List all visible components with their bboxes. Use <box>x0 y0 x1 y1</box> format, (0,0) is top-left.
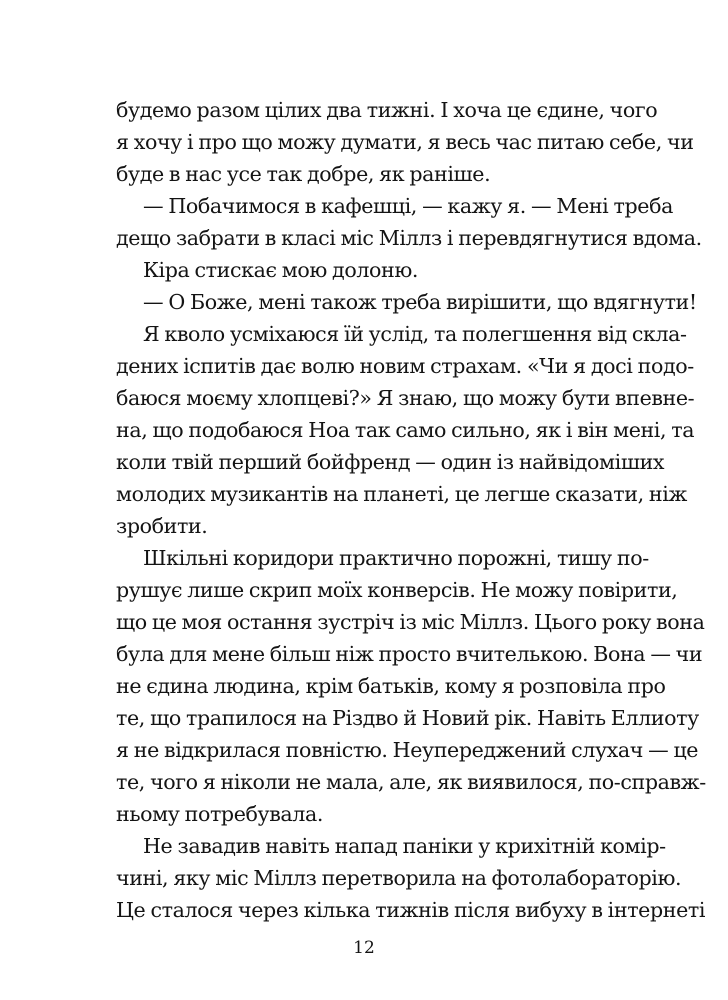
text-line: будемо разом цілих два тижні. І хоча це єдине, чого <box>116 98 658 122</box>
text-line: Не завадив навіть напад паніки у крихітній комір- <box>143 834 666 858</box>
text-line: Я кволо усміхаюся їй услід, та полегшення від скла- <box>143 322 687 346</box>
text-line: Кіра стискає мою долоню. <box>143 258 418 282</box>
text-line: на, що подобаюся Ноа так само сильно, як і він мені, та <box>116 418 695 442</box>
text-line: — Побачимося в кафешці, — кажу я. — Мені треба <box>143 194 673 218</box>
body-text <box>116 94 706 926</box>
text-line: що це моя остання зустріч із міс Міллз. Цього року вона <box>116 610 705 634</box>
text-line: була для мене більш ніж просто вчителькою. Вона — чи <box>116 642 703 666</box>
text-line: не єдина людина, крім батьків, кому я розповіла про <box>116 674 666 698</box>
text-line: Це сталося через кілька тижнів після вибуху в інтернеті <box>116 898 706 922</box>
text-line: — О Боже, мені також треба вирішити, що вдягнути! <box>143 290 697 314</box>
text-line: дещо забрати в класі міс Міллз і перевдягнутися вдома. <box>116 226 702 250</box>
text-line: дених іспитів дає волю новим страхам. «Чи я досі подо- <box>116 354 694 378</box>
text-line: зробити. <box>116 514 208 538</box>
text-line: ньому потребувала. <box>116 802 323 826</box>
text-line: я хочу і про що можу думати, я весь час питаю себе, чи <box>116 130 694 154</box>
text-line: коли твій перший бойфренд — один із найвідоміших <box>116 450 665 474</box>
text-line: те, що трапилося на Різдво й Новий рік. Навіть Еллиоту <box>116 706 699 730</box>
text-line: буде в нас усе так добре, як раніше. <box>116 162 491 186</box>
text-line: рушує лише скрип моїх конверсів. Не можу повірити, <box>116 578 678 602</box>
text-line: баюся моєму хлопцеві?» Я знаю, що можу бути впевне- <box>116 386 695 410</box>
page-number: 12 <box>353 938 375 958</box>
text-line: те, чого я ніколи не мала, але, як виявилося, по-справж- <box>116 770 706 794</box>
text-line: я не відкрилася повністю. Неупереджений слухач — це <box>116 738 699 762</box>
text-line: молодих музикантів на планеті, це легше сказати, ніж <box>116 482 687 506</box>
text-line: Шкільні коридори практично порожні, тишу по- <box>143 546 649 570</box>
text-line: чині, яку міс Міллз перетворила на фотолабораторію. <box>116 866 682 890</box>
